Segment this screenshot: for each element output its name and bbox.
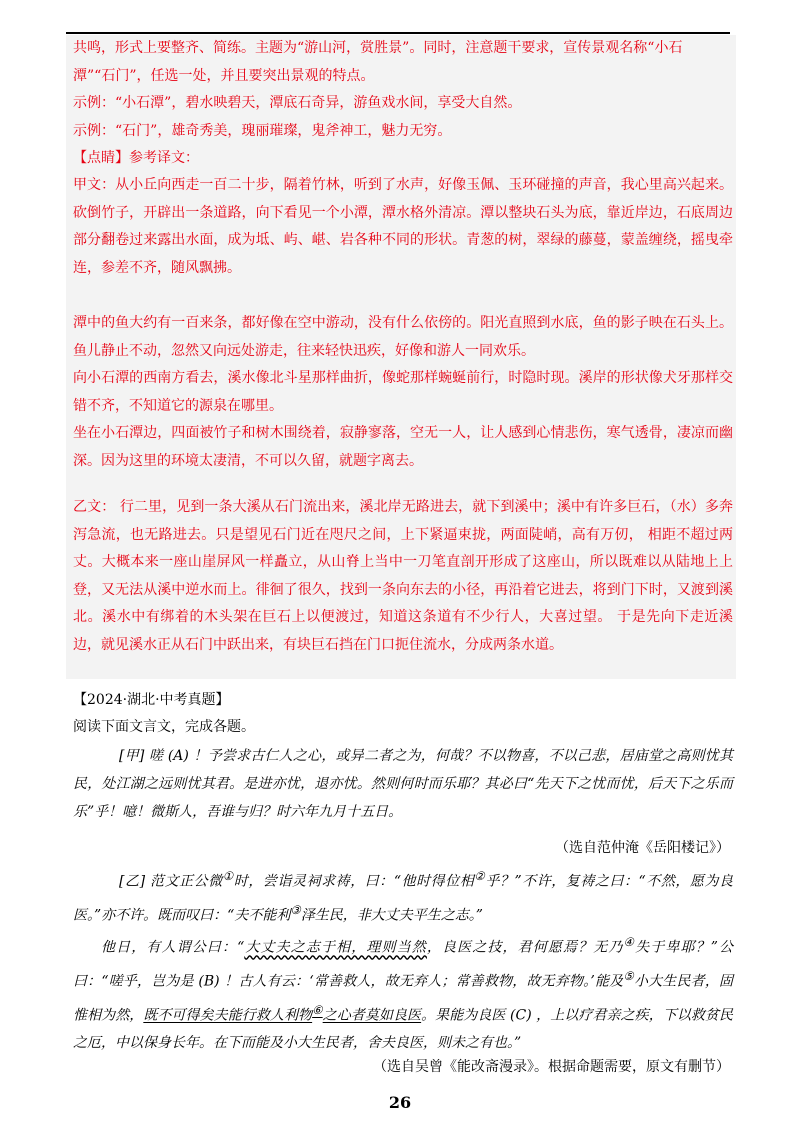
answer-line-1: 共鸣，形式上要整齐、简练。主题为“游山河，赏胜景”。同时，注意题干要求，宣传景观名称“小石 [73,40,683,56]
answer-example-1: 示例：“小石潭”，碧水映碧天，潭底石奇异，游鱼戏水间，享受大自然。 [73,95,522,111]
page-number: 26 [388,1093,412,1112]
yi-text-a: [乙] 范文正公微 [119,873,223,890]
footnote-3: ③ [290,902,301,917]
exam-tag: 【2024·湖北·中考真题】 [73,692,230,708]
footnote-4: ④ [623,935,636,949]
translation-yi: 乙文： 行二里，见到一条大溪从石门流出来，溪北岸无路进去，就下到溪中；溪中有许多巨石，（水）多奔泻急流，也无路进去。只是望见石门近在咫尺之间，上下紧逼束拢，两面陡峭，高有万仞， 相距不超过两丈。大概本来一座山崖屏风一样矗立，从山脊上当中一刀笔直剖开形成了这座山，所以既难以从陆地上上登，又无法从溪中逆水而上。徘徊了很久，找到一条向东去的小径，再沿着它进去，将到门下时，又渡到溪北。溪水中有绑着的木头架在巨石上以便渡过，知道这条道有不少行人，大喜过望。 于是先向下走近溪边，就见溪水正从石门中跃出来，有块巨石挡在门口扼住流水，分成两条水道。 [73,499,733,653]
p2-text-e: 。果能为良医 (C) ，上以疗君亲之疾，下以救贫民之厄，中以保身长年。在下而能及小大生民者，舍夫良医，则未之有也。” [73,1007,734,1052]
classical-text-yi-p2 [73,928,733,1057]
yi-source: （选自吴曾《能改斋漫录》。根据命题需要，原文有删节） [373,1059,730,1075]
answer-example-2: 示例：“石门”，雄奇秀美，瑰丽璀璨，鬼斧神工，魅力无穷。 [73,123,452,139]
translation-jia-p2: 潭中的鱼大约有一百来条，都好像在空中游动，没有什么依傍的。阳光直照到水底，鱼的影子映在石头上。鱼儿静止不动，忽然又向远处游走，往来轻快迅疾，好像和游人一同欢乐。 [73,315,733,359]
translation-jia-p1: 甲文：从小丘向西走一百二十步，隔着竹林，听到了水声，好像玉佩、玉环碰撞的声音，我心里高兴起来。砍倒竹子，开辟出一条道路，向下看见一个小潭，潭水格外清凉。潭以整块石头为底，靠近岸边，石底周边部分翻卷过来露出水面，成为坻、屿、嵁、岩各种不同的形状。青葱的树，翠绿的藤蔓，蒙盖缠绕，摇曳牵连，参差不齐，随风飘拂。 [73,177,733,276]
footnote-1: ① [222,869,234,883]
wavy-underlined-sentence: 大丈夫之志于相，理则当然 [244,939,427,956]
translation-jia-p4: 坐在小石潭边，四面被竹子和树木围绕着，寂静寥落，空无一人，让人感到心情悲伤，寒气透骨，凄凉而幽深。因为这里的环境太凄清，不可以久留，就题字离去。 [73,425,733,469]
answer-line-2: 潭”“石门”，任选一处，并且要突出景观的特点。 [73,68,375,84]
classical-text-yi [73,862,733,930]
footnote-5: ⑤ [623,968,634,983]
footnote-2: ② [474,869,486,883]
yi-text-d: 泽生民，非大丈夫平生之志。” [300,907,483,924]
exam-instruction: 阅读下面文言文，完成各题。 [73,719,255,735]
footnote-6: ⑥ [312,1002,323,1017]
p2-text-a: 他日，有人谓公曰：“ [101,939,245,956]
underlined-sentence-part2: 之心者莫如良医 [322,1007,422,1024]
top-rule [66,32,730,34]
dianjing-heading: 【点睛】参考译文： [73,150,199,166]
classical-text-jia: [甲] 嗟 (A) ！予尝求古仁人之心，或异二者之为，何哉？不以物喜，不以己悲，居庙堂之高则忧其民，处江湖之远则忧其君。是进亦忧，退亦忧。然则何时而乐耶？其必曰“先天下之忧而忧，后天下之乐而乐”乎！噫！微斯人，吾谁与归？时六年九月十五日。 [73,748,733,821]
yi-text-c: 乎？”不许，复祷之曰：“不然，愿为良医。”亦不许。既而叹曰：“夫不能利 [73,873,734,924]
jia-source: （选自范仲淹《岳阳楼记》） [555,840,730,856]
p2-text-b: ，良医之技，君何愿焉？无乃 [426,939,624,956]
p2-text-d: 小大生民者，固惟相为然， [73,973,733,1024]
translation-jia-p3: 向小石潭的西南方看去，溪水像北斗星那样曲折，像蛇那样蜿蜒前行，时隐时现。溪岸的形状像犬牙那样交错不齐，不知道它的源泉在哪里。 [73,370,733,414]
p2-text-c: 失于卑耶？”公曰：“嗟乎，岂为是 (B) ！古人有云：‘常善救人，故无弃人；常善救物，故无弃物。’能及 [73,939,734,990]
underlined-sentence-part1: 既不可得矣夫能行救人利物 [143,1007,313,1024]
yi-text-b: 时，尝诣灵祠求祷，曰：“他时得位相 [233,873,475,890]
